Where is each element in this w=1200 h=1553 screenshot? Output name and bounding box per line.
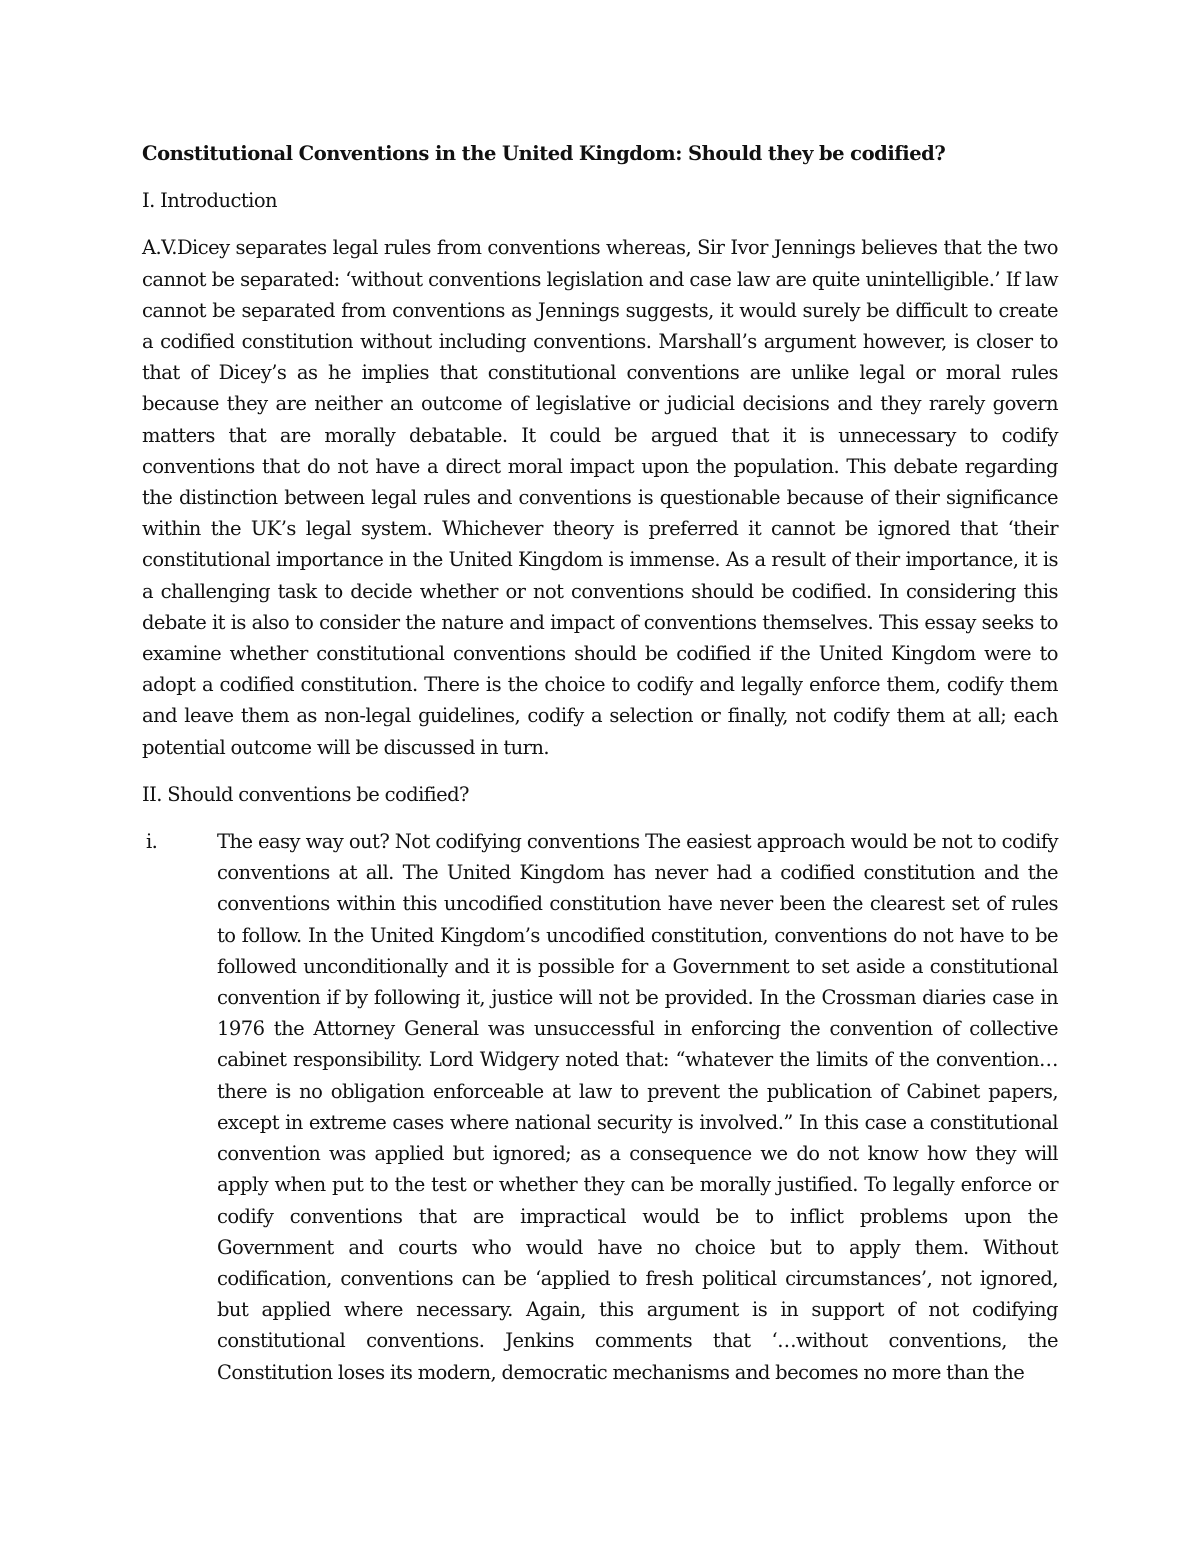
list-item — [142, 826, 1058, 1388]
introduction-paragraph: A.V.Dicey separates legal rules from conventions whereas, Sir Ivor Jennings believes that the two cannot be separated: ‘without conventions legislation and case law are quite unintelligible.’ If law cannot be separated from conventions as Jennings suggests, it would surely be difficult to create a codified constitution without including conventions. Marshall’s argument however, is closer to that of Dicey’s as he implies that constitutional conventions are unlike legal or moral rules because they are neither an outcome of legislative or judicial decisions and they rarely govern matters that are morally debatable. It could be argued that it is unnecessary to codify conventions that do not have a direct moral impact upon the population. This debate regarding the distinction between legal rules and conventions is questionable because of their significance within the UK’s legal system. Whichever theory is preferred it cannot be ignored that ‘their constitutional importance in the United Kingdom is immense. As a result of their importance, it is a challenging task to decide whether or not conventions should be codified. In considering this debate it is also to consider the nature and impact of conventions themselves. This essay seeks to examine whether constitutional conventions should be codified if the United Kingdom were to adopt a codified constitution. There is the choice to codify and legally enforce them, codify them and leave them as non-legal guidelines, codify a selection or finally, not codify them at all; each potential outcome will be discussed in turn. — [142, 236, 1058, 759]
document-body — [142, 138, 1058, 1388]
list-marker: i. — [146, 830, 158, 854]
list-item-text: The easy way out? Not codifying conventions The easiest approach would be not to codify conventions at all. The United Kingdom has never had a codified constitution and the conventions within this uncodified constitution have never been the clearest set of rules to follow. In the United Kingdom’s uncodified constitution, conventions do not have to be followed unconditionally and it is possible for a Government to set aside a constitutional convention if by following it, justice will not be provided. In the Crossman diaries case in 1976 the Attorney General was unsuccessful in enforcing the convention of collective cabinet responsibility. Lord Widgery noted that: “whatever the limits of the convention…there is no obligation enforceable at law to prevent the publication of Cabinet papers, except in extreme cases where national security is involved.” In this case a constitutional convention was applied but ignored; as a consequence we do not know how they will apply when put to the test or whether they can be morally justified. To legally enforce or codify conventions that are impractical would be to inflict problems upon the Government and courts who would have no choice but to apply them. Without codification, conventions can be ‘applied to fresh political circumstances’, not ignored, but applied where necessary. Again, this argument is in support of not codifying constitutional conventions. Jenkins comments that ‘…without conventions, the Constitution loses its modern, democratic mechanisms and becomes no more than the — [217, 830, 1058, 1384]
section-heading-introduction: I. Introduction — [142, 189, 278, 213]
document-title: Constitutional Conventions in the United Kingdom: Should they be codified? — [142, 142, 946, 165]
section-heading-codification: II. Should conventions be codified? — [142, 782, 469, 806]
